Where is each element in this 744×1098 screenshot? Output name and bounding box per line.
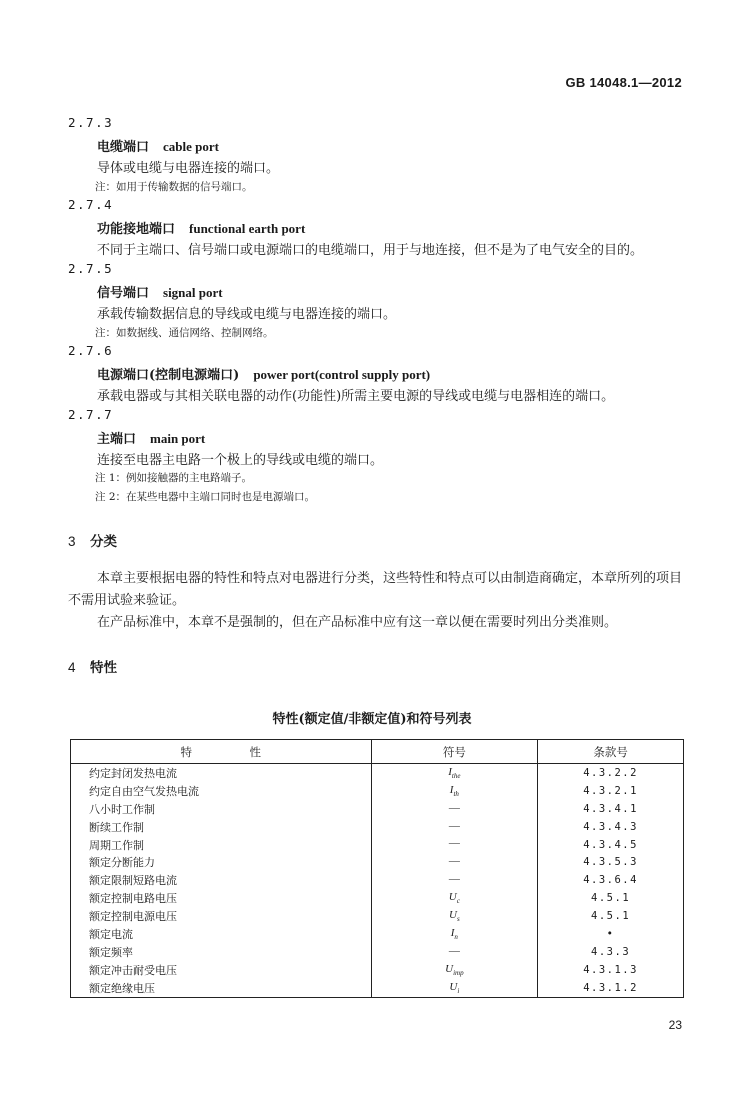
table-row [71,782,684,800]
symbol-subscript: the [451,772,461,781]
page-number: 23 [668,1018,682,1032]
characteristic-cell: 额定限制短路电流 [71,871,372,889]
clause-number: 2.7.7 [68,407,114,422]
symbol-letter: I [450,926,455,939]
symbol-cell [371,979,538,997]
term-definition: 承载传输数据信息的导线或电缆与电器连接的端口。 [97,307,397,322]
characteristic-cell: 断续工作制 [71,818,372,836]
table-row [71,818,684,836]
symbol-subscript: th [453,789,459,798]
section-title: 分类 [90,534,117,550]
symbol-letter: U [448,908,457,921]
symbol-cell [371,907,538,925]
term-en: power port(control supply port) [253,367,431,382]
clause-cell: 4.3.1.2 [538,979,684,997]
term-definition: 连接至电器主电路一个极上的导线或电缆的端口。 [97,453,384,468]
paragraph: 在产品标准中，本章不是强制的，但在产品标准中应有这一章以便在需要时列出分类准则。 [97,615,618,630]
paragraph: 本章主要根据电器的特性和特点对电器进行分类，这些特性和特点可以由制造商确定，本章所列的项目不需用试验来验证。 [68,571,683,608]
table-row [71,889,684,907]
characteristic-cell: 额定冲击耐受电压 [71,961,372,979]
term-zh: 信号端口 [97,286,150,301]
term-definition: 承载电器或与其相关联电器的动作(功能性)所需主要电源的导线或电缆与电器相连的端口。 [97,389,615,404]
symbol-letter: — [448,819,460,832]
symbol-subscript: n [454,933,458,942]
symbol-letter: — [448,837,460,850]
symbol-subscript: c [456,897,460,906]
table-row [71,836,684,854]
term-en: signal port [163,285,223,300]
column-header-characteristic: 特 性 [71,740,372,764]
clause-number: 2.7.6 [68,343,114,358]
characteristic-cell: 约定封闭发热电流 [71,764,372,782]
clause-cell: 4.3.4.3 [538,818,684,836]
term-heading [97,218,305,237]
symbol-cell [371,943,538,961]
clause-cell: 4.3.5.3 [538,853,684,871]
term-definition: 不同于主端口、信号端口或电源端口的电缆端口，用于与地连接，但不是为了电气安全的目的。 [97,243,644,258]
table-header-row [71,740,684,764]
characteristic-cell: 额定控制电源电压 [71,907,372,925]
symbol-letter: — [448,944,460,957]
document-id: GB 14048.1—2012 [565,75,682,90]
table-title: 特性(额定值/非额定值)和符号列表 [272,712,472,727]
symbol-cell [371,836,538,854]
characteristics-table [70,739,684,998]
symbol-letter: I [448,765,452,778]
characteristic-cell: 八小时工作制 [71,800,372,818]
symbol-cell [371,961,538,979]
term-en: cable port [163,139,219,154]
table-row [71,925,684,943]
term-note: 注 1：例如接触器的主电路端子。 [95,472,253,484]
characteristic-cell: 额定电流 [71,925,372,943]
clause-cell: 4.3.3 [538,943,684,961]
section-number: 4 [68,660,76,675]
symbol-cell [371,800,538,818]
characteristic-cell: 额定分断能力 [71,853,372,871]
term-zh: 功能接地端口 [97,222,176,237]
clause-cell: 4.3.2.2 [538,764,684,782]
term-zh: 主端口 [97,432,137,447]
table-row [71,871,684,889]
symbol-cell [371,818,538,836]
symbol-letter: U [449,980,458,993]
symbol-cell [371,764,538,782]
clause-cell: 4.5.1 [538,907,684,925]
term-definition: 导体或电缆与电器连接的端口。 [97,161,280,176]
section-number: 3 [68,534,76,549]
term-heading [97,364,430,383]
clause-cell: 4.3.4.1 [538,800,684,818]
clause-cell: 4.3.6.4 [538,871,684,889]
symbol-subscript: imp [453,968,464,977]
term-heading [97,136,219,155]
term-note: 注：如数据线、通信网络、控制网络。 [95,327,274,339]
table-row [71,764,684,782]
clause-number: 2.7.3 [68,115,114,130]
characteristic-cell: 约定自由空气发热电流 [71,782,372,800]
clause-number: 2.7.5 [68,261,114,276]
clause-cell: • [538,925,684,943]
term-zh: 电缆端口 [97,140,150,155]
symbol-subscript: i [457,986,460,995]
section-heading [68,530,117,550]
characteristic-cell: 周期工作制 [71,836,372,854]
table-row [71,800,684,818]
symbol-letter: — [448,873,460,886]
term-zh: 电源端口(控制电源端口) [97,368,240,383]
symbol-letter: U [445,962,454,975]
term-en: functional earth port [189,221,306,236]
symbol-cell [371,925,538,943]
clause-cell: 4.3.4.5 [538,836,684,854]
symbol-cell [371,782,538,800]
term-note: 注：如用于传输数据的信号端口。 [95,181,253,193]
column-header-clause: 条款号 [538,740,684,764]
symbol-cell [371,871,538,889]
table-row [71,979,684,997]
section-title: 特性 [90,660,117,676]
symbol-subscript: s [456,915,460,924]
table-row [71,961,684,979]
table-row [71,907,684,925]
characteristic-cell: 额定频率 [71,943,372,961]
symbol-letter: — [448,855,460,868]
term-note: 注 2：在某些电器中主端口同时也是电源端口。 [95,491,316,503]
symbol-cell [371,889,538,907]
clause-cell: 4.5.1 [538,889,684,907]
table-row [71,853,684,871]
term-en: main port [150,431,206,446]
term-heading [97,428,205,447]
clause-cell: 4.3.2.1 [538,782,684,800]
column-header-symbol: 符号 [371,740,538,764]
characteristic-cell: 额定控制电路电压 [71,889,372,907]
symbol-cell [371,853,538,871]
symbol-letter: U [448,891,457,904]
section-heading [68,656,117,676]
table-row [71,943,684,961]
characteristic-cell: 额定绝缘电压 [71,979,372,997]
clause-number: 2.7.4 [68,197,114,212]
symbol-letter: — [448,801,460,814]
term-heading [97,282,223,301]
clause-cell: 4.3.1.3 [538,961,684,979]
symbol-letter: I [449,783,454,796]
